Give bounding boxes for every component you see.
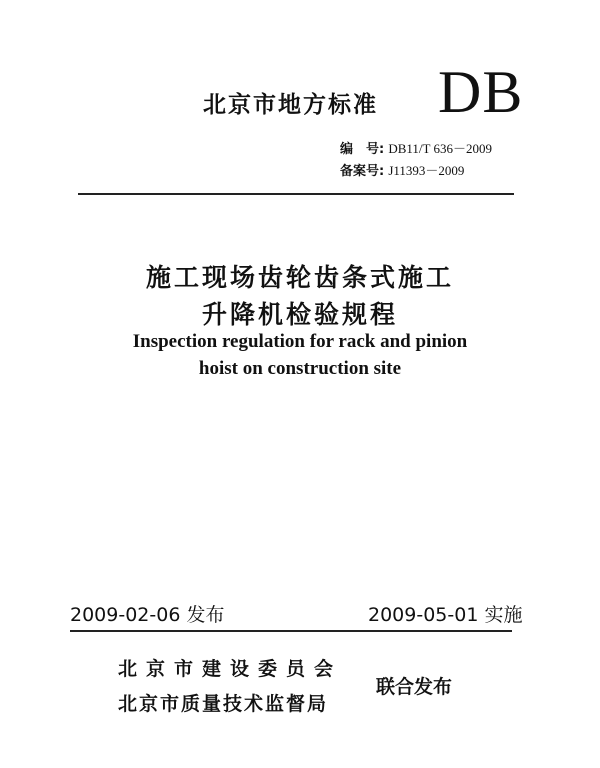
standard-code-row <box>340 138 492 157</box>
record-value: J11393－2009 <box>388 163 465 178</box>
issuing-org-construction: 北京市建设委员会 <box>118 658 343 680</box>
implementation-date: 2009-05-01 实施 <box>368 604 523 626</box>
title-cn-line2: 升降机检验规程 <box>201 300 398 329</box>
footer-divider <box>70 630 512 632</box>
title-en-line1: Inspection regulation for rack and pinion <box>132 331 468 352</box>
record-number-row <box>340 160 464 179</box>
title-en-line2: hoist on construction site <box>198 358 402 379</box>
joint-release-label: 联合发布 <box>376 676 453 698</box>
record-label: 备案号: <box>340 164 385 179</box>
title-cn-line1: 施工现场齿轮齿条式施工 <box>145 263 454 292</box>
header-divider <box>78 193 514 195</box>
code-value: DB11/T 636－2009 <box>388 141 492 156</box>
issue-date: 2009-02-06 发布 <box>70 604 225 626</box>
db-mark: DB <box>438 59 524 125</box>
code-label: 编 号: <box>340 142 385 157</box>
standard-label: 北京市地方标准 <box>203 92 378 118</box>
issuing-org-quality: 北京市质量技术监督局 <box>118 693 329 715</box>
